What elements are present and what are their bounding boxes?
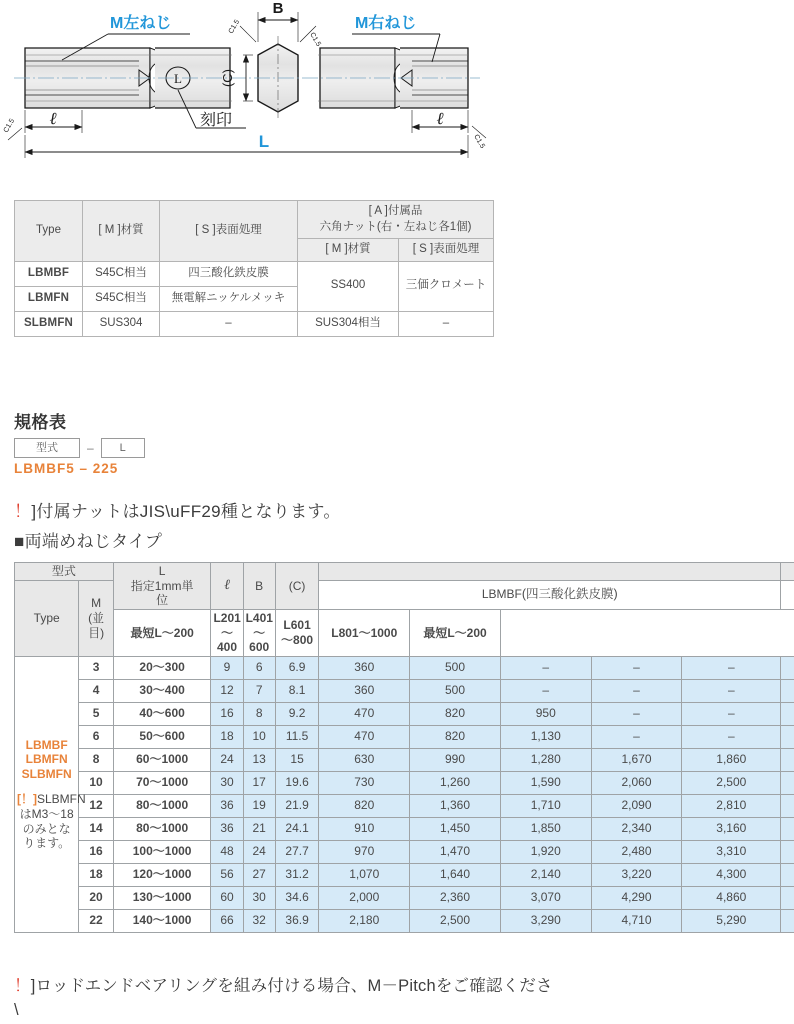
mat-material-lbmbf: S45C相当: [83, 261, 160, 286]
spec-price-next: [781, 817, 794, 840]
mat-th-acc-material: [ M ]材質: [298, 239, 399, 262]
spec-price: 500: [410, 679, 501, 702]
spec-small-l: 56: [211, 863, 243, 886]
table-row: [15, 886, 794, 909]
spec-th-group-spacer-1: [319, 563, 781, 581]
dim-c-label: (C): [220, 68, 235, 88]
material-table-container: [14, 200, 493, 337]
spec-price-next: [781, 702, 794, 725]
spec-group-code: LBMBF: [481, 587, 522, 602]
spec-price-next: [781, 863, 794, 886]
warning-bang-icon: ！: [14, 502, 32, 521]
model-code-dash: –: [87, 441, 94, 455]
callout-right-thread-label: M右ねじ: [355, 15, 417, 32]
mat-acc-material-slbmfn: SUS304相当: [298, 311, 399, 336]
spec-b: 10: [243, 725, 275, 748]
spec-th-range-2: L401～600: [243, 609, 275, 656]
table-row: [15, 840, 794, 863]
spec-c: 27.7: [275, 840, 319, 863]
spec-price: 2,500: [682, 771, 781, 794]
spec-c: 21.9: [275, 794, 319, 817]
spec-small-l: 24: [211, 748, 243, 771]
spec-price: 2,060: [591, 771, 682, 794]
table-row: [15, 679, 794, 702]
spec-m: 22: [79, 909, 113, 932]
table-row: [15, 656, 794, 679]
spec-c: 6.9: [275, 656, 319, 679]
spec-price: 1,850: [500, 817, 591, 840]
spec-price: 1,640: [410, 863, 501, 886]
note-bottom: [14, 975, 794, 1023]
spec-c: 11.5: [275, 725, 319, 748]
spec-th-range-4: L801～1000: [319, 609, 410, 656]
mat-material-slbmfn: SUS304: [83, 311, 160, 336]
spec-th-range-0: 最短L～200: [113, 609, 211, 656]
spec-price: 1,260: [410, 771, 501, 794]
spec-small-l: 12: [211, 679, 243, 702]
spec-price: 470: [319, 702, 410, 725]
spec-price: 1,670: [591, 748, 682, 771]
dimension-l-right: [412, 109, 468, 133]
mat-acc-material-merged: SS400: [298, 261, 399, 311]
spec-price: 3,310: [682, 840, 781, 863]
svg-text:L: L: [174, 71, 182, 86]
spec-price: 360: [319, 656, 410, 679]
table-row: [15, 909, 794, 932]
spec-c: 9.2: [275, 702, 319, 725]
spec-price: –: [591, 656, 682, 679]
spec-price: 3,220: [591, 863, 682, 886]
mat-surface-lbmbf: 四三酸化鉄皮膜: [160, 261, 298, 286]
spec-price: 820: [410, 702, 501, 725]
spec-th-m: [79, 580, 113, 656]
spec-small-l: 9: [211, 656, 243, 679]
spec-c: 36.9: [275, 909, 319, 932]
spec-price: 820: [410, 725, 501, 748]
spec-b: 24: [243, 840, 275, 863]
spec-small-l: 60: [211, 886, 243, 909]
spec-group-suffix: (四三酸化鉄皮膜): [521, 587, 618, 602]
chamfer-label-right: C1.5: [472, 133, 486, 150]
dimension-b: [258, 0, 298, 42]
spec-price: 4,860: [682, 886, 781, 909]
spec-price: 1,280: [500, 748, 591, 771]
chamfer-label-hex-right: C1.5: [308, 31, 322, 48]
spec-price-next: [781, 771, 794, 794]
spec-price: –: [682, 656, 781, 679]
spec-small-l: 48: [211, 840, 243, 863]
spec-th-model-group: 型式: [15, 563, 114, 581]
spec-price: 1,920: [500, 840, 591, 863]
spec-th-small-l: ℓ: [211, 563, 243, 610]
spec-l: 140～1000: [113, 909, 211, 932]
spec-b: 32: [243, 909, 275, 932]
callout-stamp-label: 刻印: [200, 112, 233, 129]
spec-price: –: [682, 702, 781, 725]
mat-surface-lbmfn: 無電解ニッケルメッキ: [160, 286, 298, 311]
spec-c: 8.1: [275, 679, 319, 702]
spec-price: 2,340: [591, 817, 682, 840]
dim-total-l-label: L: [258, 132, 270, 151]
spec-m: 3: [79, 656, 113, 679]
spec-price-next: [781, 679, 794, 702]
spec-price-next: [781, 656, 794, 679]
model-code-box: 型式: [14, 438, 80, 458]
spec-c: 19.6: [275, 771, 319, 794]
spec-c: 15: [275, 748, 319, 771]
spec-price: 5,290: [682, 909, 781, 932]
spec-price: 2,140: [500, 863, 591, 886]
spec-price: 2,000: [319, 886, 410, 909]
spec-price: 4,300: [682, 863, 781, 886]
spec-th-l-line2: 指定1mm単: [130, 578, 194, 593]
chamfer-label-hex-left: C1.5: [227, 18, 242, 35]
material-header-row-1: [15, 201, 494, 239]
spec-m: 12: [79, 794, 113, 817]
spec-price: 4,290: [591, 886, 682, 909]
mat-th-accessory: [298, 201, 494, 239]
spec-b: 30: [243, 886, 275, 909]
spec-type-code-0: LBMBF: [25, 737, 68, 752]
spec-price: 730: [319, 771, 410, 794]
spec-price: –: [591, 702, 682, 725]
spec-th-group-spacer-2: [781, 563, 794, 581]
product-technical-drawing: [0, 0, 794, 178]
spec-b: 17: [243, 771, 275, 794]
mat-acc-surface-slbmfn: –: [399, 311, 494, 336]
left-shaft-body: [25, 48, 232, 108]
spec-price-next: [781, 748, 794, 771]
spec-type-code-2: SLBMFN: [21, 766, 72, 781]
mat-material-lbmfn: S45C相当: [83, 286, 160, 311]
spec-price: 1,710: [500, 794, 591, 817]
spec-price: 2,180: [319, 909, 410, 932]
spec-c: 24.1: [275, 817, 319, 840]
spec-price: 470: [319, 725, 410, 748]
dim-small-l-right: ℓ: [436, 109, 444, 128]
spec-small-l: 36: [211, 817, 243, 840]
spec-small-l: 36: [211, 794, 243, 817]
mat-th-material: [ M ]材質: [83, 201, 160, 262]
spec-th-b: B: [243, 563, 275, 610]
spec-price: 630: [319, 748, 410, 771]
spec-small-l: 30: [211, 771, 243, 794]
spec-b: 27: [243, 863, 275, 886]
spec-price: 1,470: [410, 840, 501, 863]
spec-l: 130～1000: [113, 886, 211, 909]
spec-small-l: 16: [211, 702, 243, 725]
dim-small-l-left: ℓ: [49, 109, 57, 128]
spec-l: 50～600: [113, 725, 211, 748]
mat-type-slbmfn: SLBMFN: [15, 311, 83, 336]
spec-l: 70～1000: [113, 771, 211, 794]
spec-type-note-text: SLBMFNはM3～18のみとなります。: [19, 792, 86, 851]
spec-th-m-line3: 目): [88, 625, 105, 640]
spec-b: 6: [243, 656, 275, 679]
spec-m: 8: [79, 748, 113, 771]
spec-type-code-1: LBMFN: [25, 752, 68, 767]
spec-small-l: 18: [211, 725, 243, 748]
model-code-builder: [14, 438, 145, 458]
spec-table-container: [14, 562, 794, 969]
spec-header-row-3: [15, 609, 794, 656]
spec-price-next: [781, 886, 794, 909]
mat-surface-slbmfn: –: [160, 311, 298, 336]
note-bottom-text: ]ロッドエンドベアリングを組み付ける場合、M－Pitchをご確認くださ: [30, 977, 553, 995]
table-row: [15, 261, 494, 286]
spec-b: 19: [243, 794, 275, 817]
spec-l: 60～1000: [113, 748, 211, 771]
spec-l: 80～1000: [113, 817, 211, 840]
dimension-total-l: [25, 132, 468, 158]
spec-price: 1,860: [682, 748, 781, 771]
page-title: 規格表: [14, 413, 67, 432]
table-row: [15, 702, 794, 725]
table-row: [15, 748, 794, 771]
table-row: [15, 311, 494, 336]
spec-price: 950: [500, 702, 591, 725]
spec-c: 34.6: [275, 886, 319, 909]
spec-th-l-line1: L: [158, 564, 166, 578]
spec-small-l: 66: [211, 909, 243, 932]
table-row: [15, 725, 794, 748]
note-bottom-tail: \: [14, 1000, 19, 1019]
spec-type-note-open: [！: [17, 792, 33, 807]
spec-header-row-1: [15, 563, 794, 581]
spec-th-group-lbmbf: [319, 580, 781, 609]
spec-price: 2,810: [682, 794, 781, 817]
spec-heading-block: [14, 408, 145, 476]
mat-type-lbmbf: LBMBF: [15, 261, 83, 286]
spec-price: –: [500, 679, 591, 702]
spec-price-next: [781, 725, 794, 748]
section-subheading: ■両端めねじタイプ: [14, 532, 163, 551]
spec-price: 1,590: [500, 771, 591, 794]
chamfer-label-left: C1.5: [2, 117, 17, 134]
spec-th-group-next: [781, 580, 794, 609]
spec-th-m-line1: M: [91, 596, 102, 611]
spec-price: 1,450: [410, 817, 501, 840]
note-jis-text: ]付属ナットはJIS\uFF29種となります。: [31, 502, 341, 521]
spec-l: 30～400: [113, 679, 211, 702]
spec-th-range-next-0: 最短L～200: [410, 609, 501, 656]
spec-price: 2,360: [410, 886, 501, 909]
spec-price: –: [591, 725, 682, 748]
spec-b: 21: [243, 817, 275, 840]
spec-th-l-line3: 位: [156, 593, 169, 608]
spec-price: 1,360: [410, 794, 501, 817]
spec-price: –: [500, 656, 591, 679]
spec-price: 3,290: [500, 909, 591, 932]
spec-l: 120～1000: [113, 863, 211, 886]
spec-price: 820: [319, 794, 410, 817]
spec-l: 40～600: [113, 702, 211, 725]
spec-th-m-line2: (並: [88, 610, 105, 625]
spec-th-l: [113, 563, 211, 610]
spec-l: 100～1000: [113, 840, 211, 863]
length-code-box: L: [101, 438, 145, 458]
spec-type-cell: [15, 656, 86, 932]
spec-m: 5: [79, 702, 113, 725]
spec-price: –: [591, 679, 682, 702]
spec-price: 1,130: [500, 725, 591, 748]
mat-th-accessory-group: [ A ]付属品: [368, 205, 423, 217]
spec-m: 14: [79, 817, 113, 840]
spec-m: 4: [79, 679, 113, 702]
spec-price-next: [781, 840, 794, 863]
table-row: [15, 771, 794, 794]
spec-m: 6: [79, 725, 113, 748]
warning-bang-icon-bottom: ！: [14, 977, 31, 995]
spec-price: 2,480: [591, 840, 682, 863]
mat-th-acc-surface: [ S ]表面処理: [399, 239, 494, 262]
spec-price: 2,500: [410, 909, 501, 932]
spec-type-note-close: ]: [33, 792, 37, 807]
spec-price: 3,160: [682, 817, 781, 840]
spec-th-range-1: L201～400: [211, 609, 243, 656]
material-table: [14, 200, 494, 337]
drawing-svg: [0, 0, 794, 178]
spec-table: [14, 562, 794, 933]
dim-b-label: B: [272, 0, 284, 17]
spec-price: 2,090: [591, 794, 682, 817]
spec-m: 10: [79, 771, 113, 794]
spec-price: 910: [319, 817, 410, 840]
spec-price: 1,070: [319, 863, 410, 886]
spec-m: 20: [79, 886, 113, 909]
spec-price-next: [781, 794, 794, 817]
spec-price: 970: [319, 840, 410, 863]
spec-c: 31.2: [275, 863, 319, 886]
note-jis: [14, 497, 341, 522]
spec-price: 990: [410, 748, 501, 771]
spec-b: 7: [243, 679, 275, 702]
mat-th-accessory-sub: 六角ナット(右・左ねじ各1個): [319, 220, 472, 233]
spec-price: –: [682, 679, 781, 702]
model-code-example: LBMBF5 – 225: [14, 461, 119, 476]
mat-type-lbmfn: LBMFN: [15, 286, 83, 311]
spec-price: 360: [319, 679, 410, 702]
spec-b: 13: [243, 748, 275, 771]
spec-m: 16: [79, 840, 113, 863]
spec-price: 500: [410, 656, 501, 679]
spec-price: 4,710: [591, 909, 682, 932]
spec-th-c: (C): [275, 563, 319, 610]
spec-l: 80～1000: [113, 794, 211, 817]
table-row: [15, 863, 794, 886]
mat-acc-surface-merged: 三価クロメート: [399, 261, 494, 311]
spec-price: –: [682, 725, 781, 748]
spec-m: 18: [79, 863, 113, 886]
spec-l: 20～300: [113, 656, 211, 679]
spec-th-type: Type: [15, 580, 79, 656]
callout-left-thread-label: M左ねじ: [110, 15, 172, 32]
spec-price: 3,070: [500, 886, 591, 909]
dimension-l-left: [25, 109, 82, 133]
table-row: [15, 794, 794, 817]
mat-th-type: Type: [15, 201, 83, 262]
table-row: [15, 817, 794, 840]
spec-th-range-3: L601～800: [275, 609, 319, 656]
spec-b: 8: [243, 702, 275, 725]
spec-price-next: [781, 909, 794, 932]
spec-type-note: [17, 792, 86, 851]
mat-th-surface: [ S ]表面処理: [160, 201, 298, 262]
